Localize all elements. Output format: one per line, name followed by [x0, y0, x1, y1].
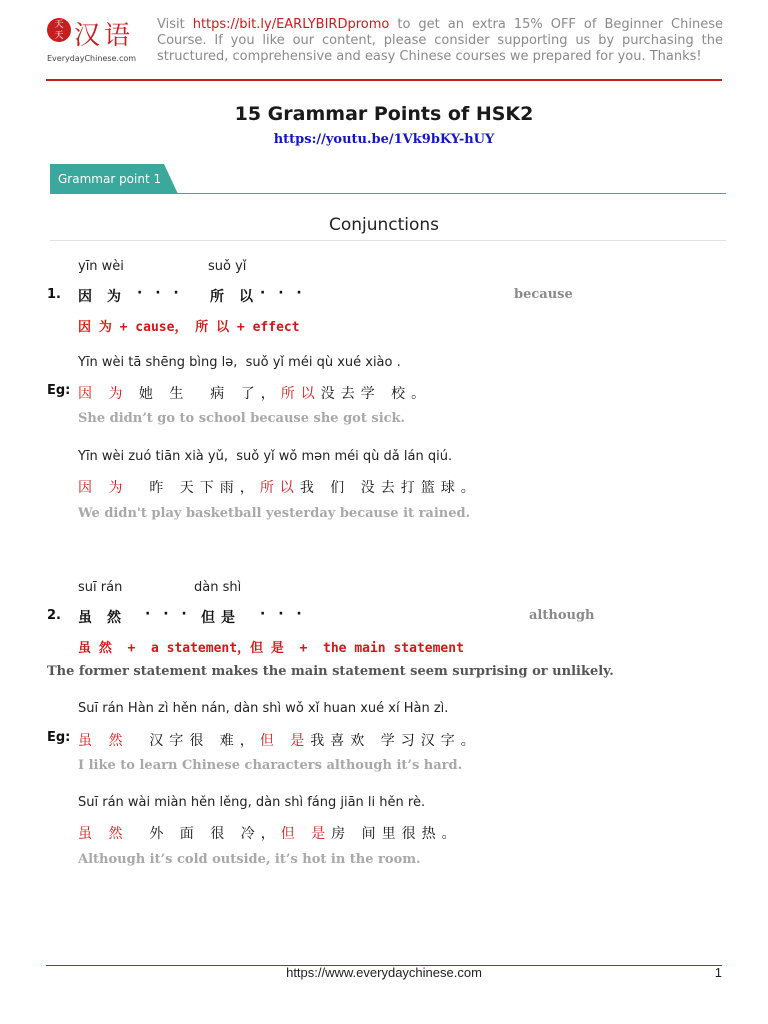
- ellipsis-b: · · ·: [260, 285, 306, 301]
- svg-text:语: 语: [104, 21, 131, 51]
- pinyin-a: suī rán: [78, 580, 123, 595]
- promo-text: Visit https://bit.ly/EARLYBIRDpromo to get an extra 15% OFF of Beginner Chinese Course. If you like our content, please consider supporting us by purchasing the structured, comprehensive and easy Chinese courses we prepared for you. Thanks!: [157, 17, 723, 64]
- video-link[interactable]: https://youtu.be/1Vk9bKY-hUY: [273, 132, 495, 147]
- example-pinyin: Yīn wèi zuó tiān xià yǔ, suǒ yǐ wǒ mən méi qù dǎ lán qiú.: [78, 449, 453, 464]
- conjunction-a: 因为: [78, 289, 136, 305]
- svg-text:天: 天: [54, 20, 64, 30]
- ellipsis-a: · · ·: [145, 606, 191, 622]
- section-divider: [50, 240, 726, 241]
- section-title: Conjunctions: [328, 215, 440, 235]
- example-chinese: 虽 然 外 面 很 冷，但 是房 间里很热。: [78, 826, 462, 842]
- example-chinese: 因 为 她 生 病 了，所以没去学 校。: [78, 386, 432, 402]
- header-divider: [46, 79, 722, 81]
- formula: 虽 然 + a statement，但 是 + the main statement: [78, 641, 464, 656]
- point-number: 2.: [47, 608, 61, 623]
- svg-text:天: 天: [54, 31, 64, 41]
- example-pinyin: Suī rán wài miàn hěn lěng, dàn shì fáng jiān li hěn rè.: [78, 795, 426, 810]
- pinyin-b: dàn shì: [194, 580, 242, 595]
- example-english: She didn’t go to school because she got sick.: [78, 411, 406, 426]
- example-chinese: 因 为 昨 天下雨，所以我 们 没去打篮球。: [78, 480, 481, 496]
- example-english: Although it’s cold outside, it’s hot in the room.: [78, 852, 421, 867]
- conjunction-b: 所以: [210, 289, 268, 305]
- example-english: I like to learn Chinese characters although it’s hard.: [78, 758, 463, 773]
- meaning: although: [529, 608, 595, 623]
- conjunction-a: 虽然: [78, 610, 136, 626]
- conjunction-b: 但是: [201, 610, 241, 626]
- pinyin-b: suǒ yǐ: [208, 259, 247, 274]
- page-number: 1: [714, 965, 722, 980]
- usage-note: The former statement makes the main statement seem surprising or unlikely.: [47, 664, 614, 679]
- meaning: because: [514, 287, 573, 302]
- promo-link[interactable]: https://bit.ly/EARLYBIRDpromo: [192, 17, 390, 32]
- point-number: 1.: [47, 287, 61, 302]
- eg-label: Eg:: [47, 730, 71, 745]
- grammar-point-label: Grammar point 1: [58, 172, 162, 186]
- eg-label: Eg:: [47, 383, 71, 398]
- ellipsis-b: · · ·: [260, 606, 306, 622]
- footer-url[interactable]: https://www.everydaychinese.com: [286, 965, 482, 980]
- pinyin-a: yīn wèi: [78, 259, 124, 274]
- formula: 因 为 + cause， 所 以 + effect: [78, 320, 300, 335]
- ellipsis-a: · · ·: [137, 285, 183, 301]
- svg-text:汉: 汉: [74, 21, 101, 51]
- example-chinese: 虽 然 汉字很 难，但 是我喜欢 学习汉字。: [78, 733, 481, 749]
- page-title: 15 Grammar Points of HSK2: [234, 103, 534, 125]
- logo-caption: EverydayChinese.com: [47, 54, 137, 63]
- example-english: We didn't play basketball yesterday because it rained.: [78, 506, 471, 521]
- example-pinyin: Suī rán Hàn zì hěn nán, dàn shì wǒ xǐ huan xué xí Hàn zì.: [78, 701, 449, 716]
- example-pinyin: Yīn wèi tā shēng bìng lə, suǒ yǐ méi qù xué xiào .: [78, 355, 401, 370]
